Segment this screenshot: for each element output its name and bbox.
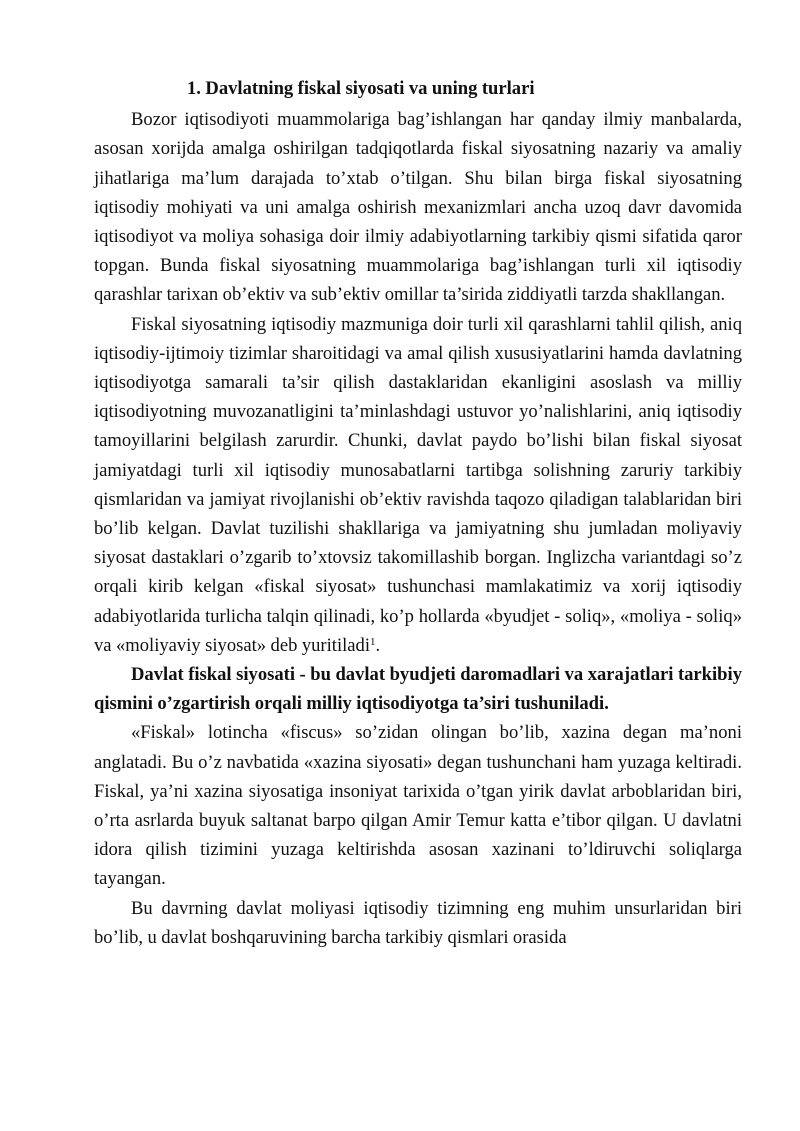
paragraph-2 xyxy=(94,310,742,660)
section-number: 1 xyxy=(187,78,197,99)
footnote-reference[interactable]: 1 xyxy=(370,635,376,648)
section-heading: 1. Davlatning fiskal siyosati va uning turlari xyxy=(187,78,535,99)
paragraph-3: «Fiskal» lotincha «fiscus» so’zidan olingan bo’lib, xazina degan ma’noni anglatadi. Bu o’z navbatida «xazina siyosati» degan tushunchani ham yuzaga keltiradi. Fiskal, ya’ni xazina siyosatiga insoniyat tarixida o’tgan yirik davlat arboblaridan biri, o’rta asrlarda buyuk saltanat barpo qilgan Amir Temur katta e’tibor qilgan. U davlatni idora qilish tizimini yuzaga keltirishda asosan xazinani to’ldiruvchi soliqlarga tayangan. xyxy=(94,722,742,890)
paragraph-1: Bozor iqtisodiyoti muammolariga bag’ishlangan har qanday ilmiy manbalarda, asosan xorijda amalga oshirilgan tadqiqotlarda fiskal siyosatning nazariy va amaliy jihatlariga ma’lum darajada to’xtab o’tilgan. Shu bilan birga fiskal siyosatning iqtisodiy mohiyati va uni amalga oshirish mexanizmlari ancha uzoq davr davomida iqtisodiyot va moliya sohasiga doir ilmiy adabiyotlarning tarkibiy qismi sifatida qaror topgan. Bunda fiskal siyosatning muammolariga bag’ishlangan turli xil iqtisodiy qarashlar tarixan ob’ektiv va sub’ektiv omillar ta’sirida ziddiyatli tarzda shakllangan. xyxy=(94,109,742,306)
paragraph-2-text: Fiskal siyosatning iqtisodiy mazmuniga doir turli xil qarashlarni tahlil qilish, aniq iqtisodiy-ijtimoiy tizimlar sharoitidagi va amal qilish xususiyatlarini hamda davlatning iqtisodiyotga samarali ta’sir qilish dastaklaridan ekanligini asoslash va milliy iqtisodiyotning muvozanatligini ta’minlashdagi ustuvor yo’nalishlarini, aniq iqtisodiy tamoyillarini belgilash zarurdir. Chunki, davlat paydo bo’lishi bilan fiskal siyosat jamiyatdagi turli xil iqtisodiy munosabatlarni tartibga solishning zaruriy tarkibiy qismlaridan va jamiyat rivojlanishi ob’ektiv ravishda taqozo qiladigan talablaridan biri bo’lib kelgan. Davlat tuzilishi shakllariga va jamiyatning shu jumladan moliyaviy siyosat dastaklari o’zgarib to’xtovsiz takomillashib borgan. Inglizcha variantdagi so’z orqali kirib kelgan «fiskal siyosat» tushunchasi mamlakatimiz va xorij iqtisodiy adabiyotlarida turlicha talqin qilinadi, ko’p hollarda «byudjet - soliq», «moliya - soliq» va «moliyaviy siyosat» deb yuritiladi xyxy=(94,313,742,656)
document-page xyxy=(94,74,742,952)
paragraph-4: Bu davrning davlat moliyasi iqtisodiy tizimning eng muhim unsurlaridan biri bo’lib, u davlat boshqaruvining barcha tarkibiy qismlari orasida xyxy=(94,897,742,948)
paragraph-2-end: . xyxy=(375,634,381,656)
definition-paragraph: Davlat fiskal siyosati - bu davlat byudjeti daromadlari va xarajatlari tarkibiy qismini o’zgartirish orqali milliy iqtisodiyotga ta’siri tushuniladi. xyxy=(94,664,742,715)
section-title: Davlatning fiskal siyosati va uning turlari xyxy=(205,78,535,99)
